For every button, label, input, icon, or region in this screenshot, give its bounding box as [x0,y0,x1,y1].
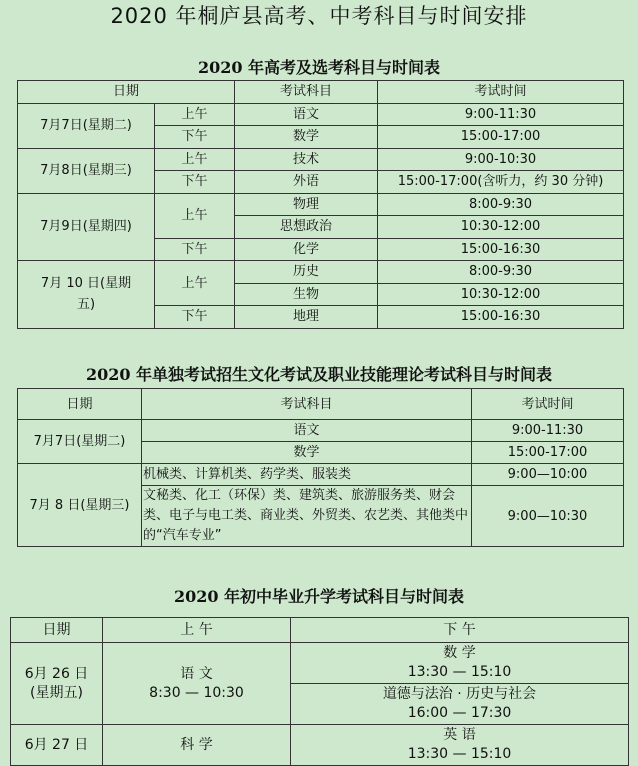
period-cell: 上午 [155,103,235,126]
pm-cell [291,643,629,684]
date-cell: 7月9日(星期四) [18,193,155,261]
subject-cell: 数学 [235,126,378,149]
date-cell: 7月7日(星期二) [18,103,155,148]
date-line: 7月 10 日(星期 [40,276,132,292]
subject-cell: 历史 [235,261,378,284]
period-cell: 上午 [155,261,235,306]
subject-cell: 思想政治 [235,216,378,239]
date-line: 6月 27 日 [24,736,89,753]
header-pm: 下 午 [291,618,629,643]
subject-cell: 文秘类、化工（环保）类、建筑类、旅游服务类、财会类、电子与电工类、商业类、外贸类、农艺类、其他类中的“汽车专业” [142,486,472,547]
date-cell [11,643,103,725]
date-line: 6月 26 日 [24,665,89,682]
subject-cell: 技术 [235,148,378,171]
date-cell [18,261,155,329]
gaokao-title: 2020 年高考及选考科目与时间表 [197,58,441,77]
subject-cell: 语文 [235,103,378,126]
header-time: 考试时间 [472,389,624,420]
period-cell: 下午 [155,171,235,194]
date-cell: 7月7日(星期二) [18,420,142,464]
am-time: 8:30 — 10:30 [149,684,244,701]
pm-subject: 道德与法治 · 历史与社会 [382,686,537,702]
page-title: 2020 年桐庐县高考、中考科目与时间安排 [110,4,528,28]
time-cell: 15:00-17:00 [378,126,624,149]
pm-time: 16:00 — 17:30 [407,705,512,721]
danzhao-title: 2020 年单独考试招生文化考试及职业技能理论考试科目与时间表 [85,365,553,384]
subject-cell: 语文 [142,420,472,442]
time-cell: 8:00-9:30 [378,261,624,284]
time-cell: 9:00—10:00 [472,464,624,486]
zhongkao-title: 2020 年初中毕业升学考试科目与时间表 [173,587,465,606]
pm-time: 13:30 — 15:10 [407,746,512,762]
time-cell: 9:00-11:30 [472,420,624,442]
pm-subject: 数 学 [443,645,476,661]
time-cell: 9:00-11:30 [378,103,624,126]
period-cell: 上午 [155,148,235,171]
period-cell: 下午 [155,238,235,261]
am-subject: 科 学 [180,736,213,753]
subject-cell: 生物 [235,283,378,306]
time-cell: 9:00-10:30 [378,148,624,171]
header-date: 日期 [18,81,235,104]
time-cell: 15:00-17:00 [472,442,624,464]
gaokao-table [17,80,624,329]
am-cell [103,725,291,766]
subject-cell: 外语 [235,171,378,194]
time-cell: 15:00-16:30 [378,238,624,261]
subject-cell: 机械类、计算机类、药学类、服装类 [142,464,472,486]
subject-cell: 化学 [235,238,378,261]
header-subject: 考试科目 [235,81,378,104]
subject-cell: 地理 [235,306,378,329]
am-cell [103,643,291,725]
time-cell: 9:00—10:30 [472,486,624,547]
pm-cell [291,725,629,766]
pm-cell [291,684,629,725]
subject-cell: 数学 [142,442,472,464]
pm-subject: 英 语 [443,727,476,743]
period-cell: 上午 [155,193,235,238]
header-date: 日期 [11,618,103,643]
date-line: 五) [76,297,96,313]
time-cell: 15:00-17:00(含听力，约 30 分钟) [378,171,624,194]
pm-time: 13:30 — 15:10 [407,664,512,680]
time-cell: 10:30-12:00 [378,216,624,239]
date-cell: 7月8日(星期三) [18,148,155,193]
time-cell: 15:00-16:30 [378,306,624,329]
zhongkao-table [10,617,629,766]
time-cell: 8:00-9:30 [378,193,624,216]
danzhao-table [17,388,624,547]
date-cell [11,725,103,766]
date-cell: 7月 8 日(星期三) [18,464,142,547]
subject-cell: 物理 [235,193,378,216]
period-cell: 下午 [155,126,235,149]
time-cell: 10:30-12:00 [378,283,624,306]
period-cell: 下午 [155,306,235,329]
header-subject: 考试科目 [142,389,472,420]
header-time: 考试时间 [378,81,624,104]
header-date: 日期 [18,389,142,420]
date-line: (星期五) [30,684,83,701]
header-am: 上 午 [103,618,291,643]
am-subject: 语 文 [180,665,213,682]
